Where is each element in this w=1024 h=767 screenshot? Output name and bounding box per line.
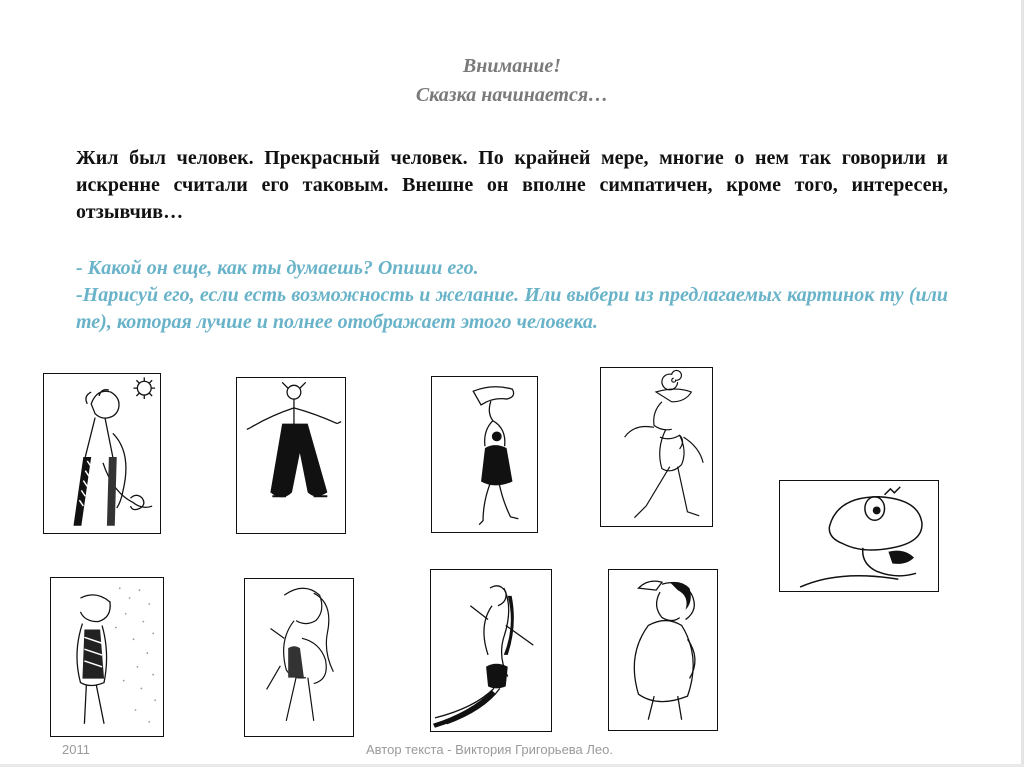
spiral-hat-figure-drawing	[601, 368, 712, 526]
footer-year: 2011	[62, 742, 90, 757]
picture-spiral-hat-figure[interactable]	[600, 367, 713, 527]
picture-dancing-figure[interactable]	[236, 377, 346, 534]
question-draw: -Нарисуй его, если есть возможность и желание. Или выбери из предлагаемых картинок ту (или те), которая лучше и полнее отображает этого человека.	[76, 284, 948, 333]
goggle-eyed-creature-drawing	[780, 481, 938, 591]
patterned-figure-drawing	[51, 578, 163, 736]
title-line-1: Внимание!	[462, 55, 562, 77]
picture-patterned-figure[interactable]	[50, 577, 164, 737]
picture-dancer-with-ribbon[interactable]	[430, 569, 552, 732]
dancing-figure-drawing	[237, 378, 345, 533]
picture-goggle-eyed-creature[interactable]	[779, 480, 939, 592]
woman-black-skirt-drawing	[432, 377, 537, 532]
plump-woman-with-hat-drawing	[609, 570, 717, 730]
footer-author: Автор текста - Виктория Григорьева Лео.	[366, 742, 614, 757]
dancer-with-ribbon-drawing	[431, 570, 551, 731]
picture-woman-flowing-hair[interactable]	[244, 578, 354, 737]
woman-flowing-hair-drawing	[245, 579, 353, 736]
picture-woman-black-skirt[interactable]	[431, 376, 538, 533]
story-paragraph: Жил был человек. Прекрасный человек. По крайней мере, многие о нем так говорили и искренне считали его таковым. Внешне он вполне симпатичен, кроме того, интересен, отзывчив…	[76, 147, 948, 223]
picture-tall-man-with-dog[interactable]	[43, 373, 161, 534]
title-line-2: Сказка начинается…	[415, 84, 609, 106]
question-describe: - Какой он еще, как ты думаешь? Опиши его.	[76, 257, 479, 279]
picture-plump-woman-with-hat[interactable]	[608, 569, 718, 731]
tall-man-with-dog-drawing	[44, 374, 160, 533]
